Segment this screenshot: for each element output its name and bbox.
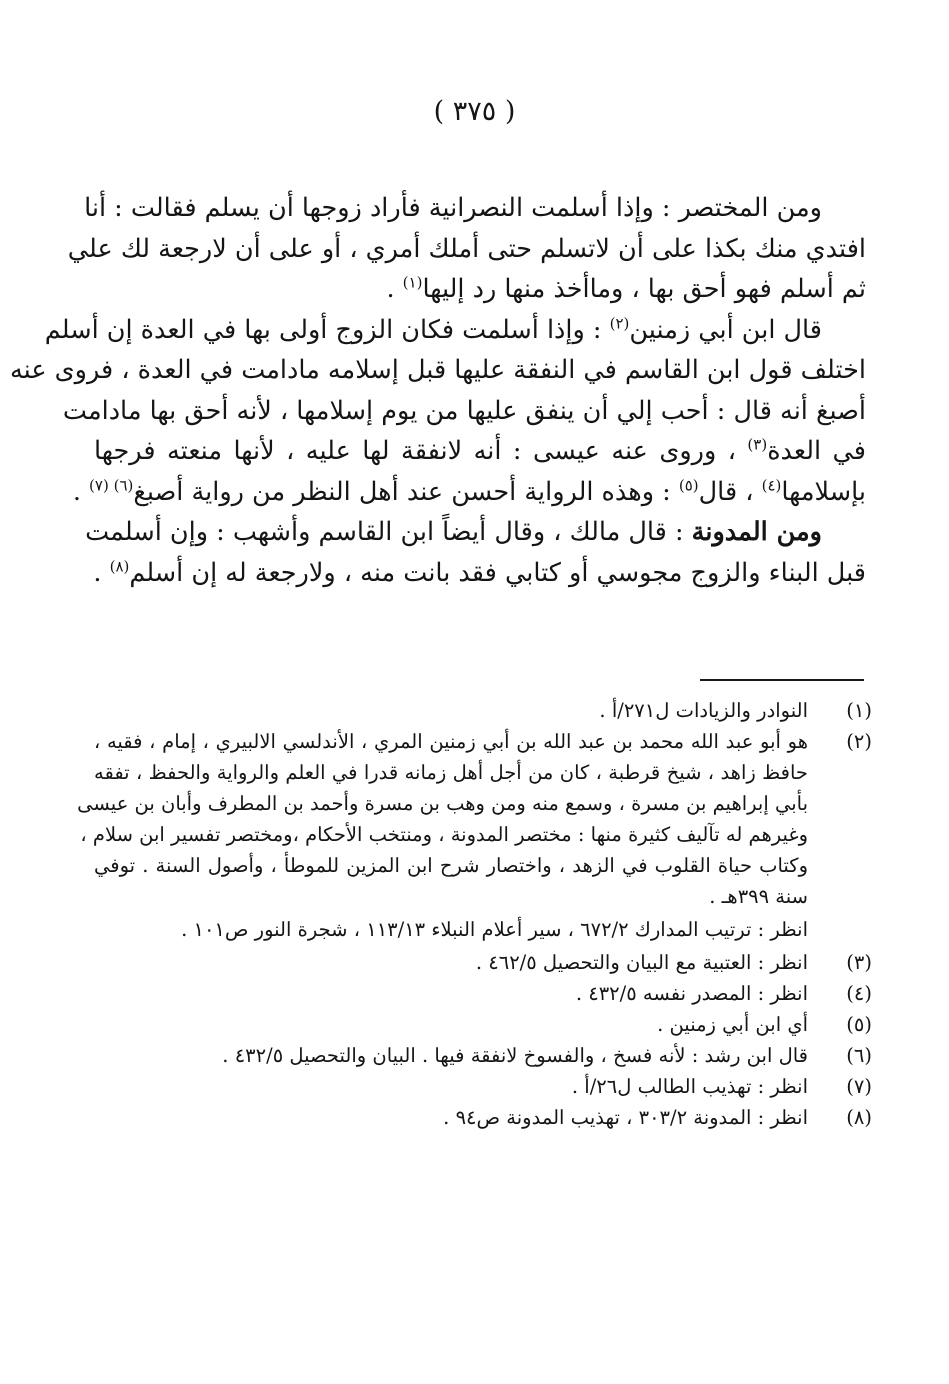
text-line (85, 512, 866, 553)
text-segment: افتدي منك بكذا على أن لاتسلم حتى أملك أمري ، أو على أن لارجعة لك علي (67, 233, 866, 264)
footnote (94, 1071, 872, 1102)
footnote-text (94, 1102, 808, 1133)
footnote-number: (٧) (846, 1075, 872, 1098)
text-segment: : وهذه الرواية أحسن عند أهل النظر من رواية أصبغ (133, 476, 679, 507)
footnote-line: انظر : العتبية مع البيان والتحصيل ٤٦٢/٥ . (475, 951, 808, 974)
footnote-text (94, 1009, 808, 1040)
footnote-number: (٦) (846, 1044, 872, 1067)
text-line (67, 229, 866, 270)
footnote-separator (700, 679, 864, 681)
footnote-ref: (٥) (678, 476, 699, 494)
text-line (94, 269, 866, 310)
footnote-ref: (٤) (761, 476, 782, 494)
text-segment: : قال مالك ، وقال أيضاً ابن القاسم وأشهب : وإن أسلمت (85, 517, 692, 547)
footnote-number: (٥) (846, 1013, 872, 1036)
footnote-number: (٢) (846, 730, 872, 753)
footnote-line: النوادر والزيادات ل٢٧١/أ . (599, 699, 808, 722)
section-lead: ومن المدونة (691, 517, 822, 547)
text-segment: : وإذا أسلمت فكان الزوج أولى بها في العدة إن أسلم (44, 314, 610, 345)
footnote-line: انظر : المدونة ٣٠٣/٢ ، تهذيب المدونة ص٩٤ . (443, 1106, 808, 1129)
footnote-line: حافظ زاهد ، شيخ قرطبة ، كان من أجل أهل زمانه قدرا في العلم والرواية والحفظ ، تفقه (94, 761, 808, 784)
text-line (10, 350, 866, 391)
text-line (72, 472, 866, 513)
text-line (62, 391, 866, 432)
footnote (94, 947, 872, 978)
text-segment: . (386, 274, 403, 304)
page-number: ( ٣٧٥ ) (433, 96, 516, 127)
footnote-line: هو أبو عبد الله محمد بن عبد الله بن أبي زمنين المري ، الأندلسي الالبيري ، إمام ، فقيه ، (94, 730, 808, 753)
footnote-text (94, 695, 808, 726)
footnote-line: قال ابن رشد : لأنه فسخ ، والفسوخ لانفقة فيها . البيان والتحصيل ٤٣٢/٥ . (222, 1044, 808, 1067)
main-text (10, 188, 866, 593)
footnote-line: بأبي إبراهيم بن مسرة ، وسمع منه ومن وهب بن مسرة وأحمد بن المطرف وأبان بن عيسى (77, 792, 808, 815)
text-line (44, 310, 866, 351)
text-segment: . (72, 476, 90, 507)
footnote-number: (٤) (846, 982, 872, 1005)
footnote-ref: (٦) (٧) (89, 476, 134, 494)
footnote-sources (94, 914, 872, 945)
footnote-line: انظر : تهذيب الطالب ل٢٦/أ . (571, 1075, 808, 1098)
footnote-ref: (٢) (609, 314, 630, 332)
footnote-ref: (٣) (747, 435, 768, 454)
footnote-text (94, 1040, 808, 1071)
footnote-text (77, 726, 808, 912)
text-segment: قبل البناء والزوج مجوسي أو كتابي فقد بانت منه ، ولارجعة له إن أسلم (129, 557, 866, 588)
text-segment: ، وروى عنه عيسى : أنه لانفقة لها عليه ، لأنها منعته فرجها (94, 436, 748, 466)
footnote (94, 978, 872, 1009)
footnote-line: وكتاب حياة القلوب في الزهد ، واختصار شرح ابن المزين للموطأ ، وأصول السنة . توفي (94, 854, 808, 877)
footnote-number: (٣) (846, 951, 872, 974)
footnote-line: انظر : المصدر نفسه ٤٣٢/٥ . (575, 982, 808, 1005)
text-segment: ومن المختصر : وإذا أسلمت النصرانية فأراد زوجها أن يسلم فقالت : أنا (84, 193, 822, 223)
footnote (94, 1009, 872, 1040)
text-segment: اختلف قول ابن القاسم في النفقة عليها قبل إسلامه مادامت في العدة ، فروى عنه (10, 355, 866, 385)
footnote-text (94, 947, 808, 978)
footnote (94, 1102, 872, 1133)
footnote-number: (٨) (846, 1106, 872, 1129)
footnote-line: أي ابن أبي زمنين . (657, 1013, 808, 1036)
text-segment: قال ابن أبي زمنين (629, 314, 822, 345)
text-segment: بإسلامها (781, 476, 866, 507)
footnote-text (94, 978, 808, 1009)
footnote-line: انظر : ترتيب المدارك ٦٧٢/٢ ، سير أعلام النبلاء ١١٣/١٣ ، شجرة النور ص١٠١ . (181, 918, 808, 941)
footnotes (77, 695, 872, 1133)
footnote (94, 1040, 872, 1071)
footnote-ref: (١) (402, 273, 423, 292)
text-segment: ثم أسلم فهو أحق بها ، وماأخذ منها رد إليها (422, 274, 866, 304)
footnote-line: وغيرهم له تآليف كثيرة منها : مختصر المدونة ، ومنتخب الأحكام ،ومختصر تفسير ابن سلام ، (80, 823, 808, 846)
footnote (94, 695, 872, 726)
footnote-ref: (٨) (109, 557, 130, 575)
text-segment: أصبغ أنه قال : أحب إلي أن ينفق عليها من يوم إسلامها ، لأنه أحق بها مادامت (62, 395, 866, 426)
footnote-line: سنة ٣٩٩هـ . (709, 885, 808, 908)
text-segment: في العدة (767, 436, 866, 466)
text-line (84, 188, 866, 229)
text-line (94, 431, 866, 472)
text-segment: . (93, 557, 110, 588)
text-line (94, 553, 866, 594)
text-segment: ، قال (698, 476, 762, 507)
footnote-text (94, 1071, 808, 1102)
footnote-number: (١) (846, 699, 872, 722)
footnote (77, 726, 872, 912)
